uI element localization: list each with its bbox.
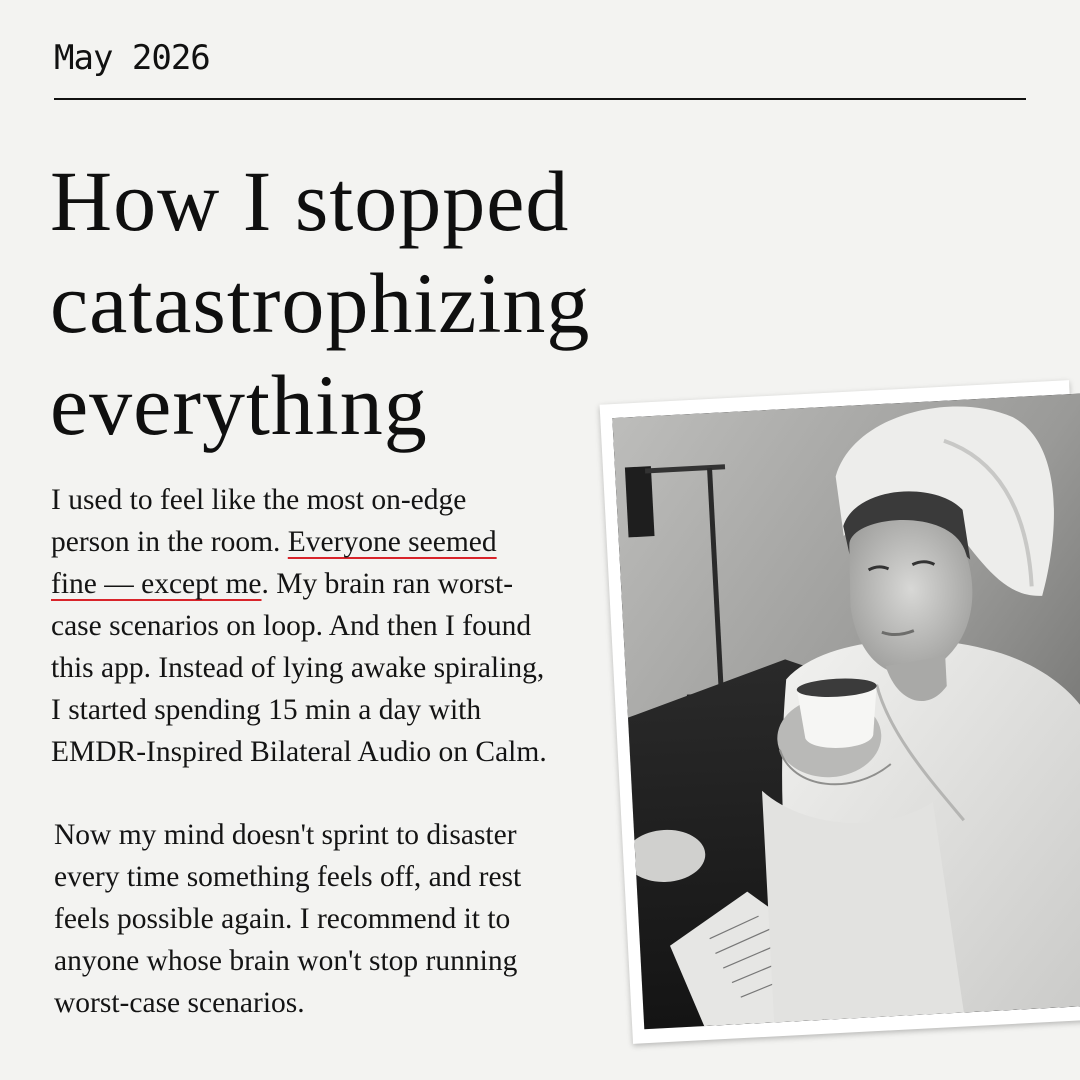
body-text: person in the room. xyxy=(51,526,288,558)
body-text: . My brain ran worst- xyxy=(261,568,514,600)
body-line: case scenarios on loop. And then I found xyxy=(51,610,532,642)
photo-frame xyxy=(600,380,1080,1044)
headline-line: How I stopped xyxy=(50,153,570,249)
body-line: I used to feel like the most on-edge xyxy=(51,484,467,516)
body-line: EMDR-Inspired Bilateral Audio on Calm. xyxy=(51,736,547,768)
date-label: May 2026 xyxy=(54,38,210,78)
body-line xyxy=(51,563,611,605)
body-line xyxy=(51,521,611,563)
body-line: every time something feels off, and rest xyxy=(54,861,522,893)
highlighted-text: fine — except me xyxy=(51,568,262,600)
body-line: anyone whose brain won't stop running xyxy=(54,945,518,977)
body-line: this app. Instead of lying awake spiraling, xyxy=(51,652,545,684)
body-line: I started spending 15 min a day with xyxy=(51,694,482,726)
highlighted-text: Everyone seemed xyxy=(287,526,497,558)
headline-line: catastrophizing xyxy=(50,255,591,351)
photo-illustration xyxy=(612,393,1080,1029)
headline xyxy=(50,150,690,456)
body-paragraph-1 xyxy=(51,479,611,773)
body-line: worst-case scenarios. xyxy=(54,987,305,1019)
lamp-shade xyxy=(625,466,655,537)
headline-line: everything xyxy=(50,357,428,453)
body-line: Now my mind doesn't sprint to disaster xyxy=(54,819,517,851)
header-divider xyxy=(54,98,1026,100)
body-paragraph-2 xyxy=(54,814,614,1024)
photo-woman-with-tea xyxy=(612,393,1080,1029)
body-line: feels possible again. I recommend it to xyxy=(54,903,511,935)
